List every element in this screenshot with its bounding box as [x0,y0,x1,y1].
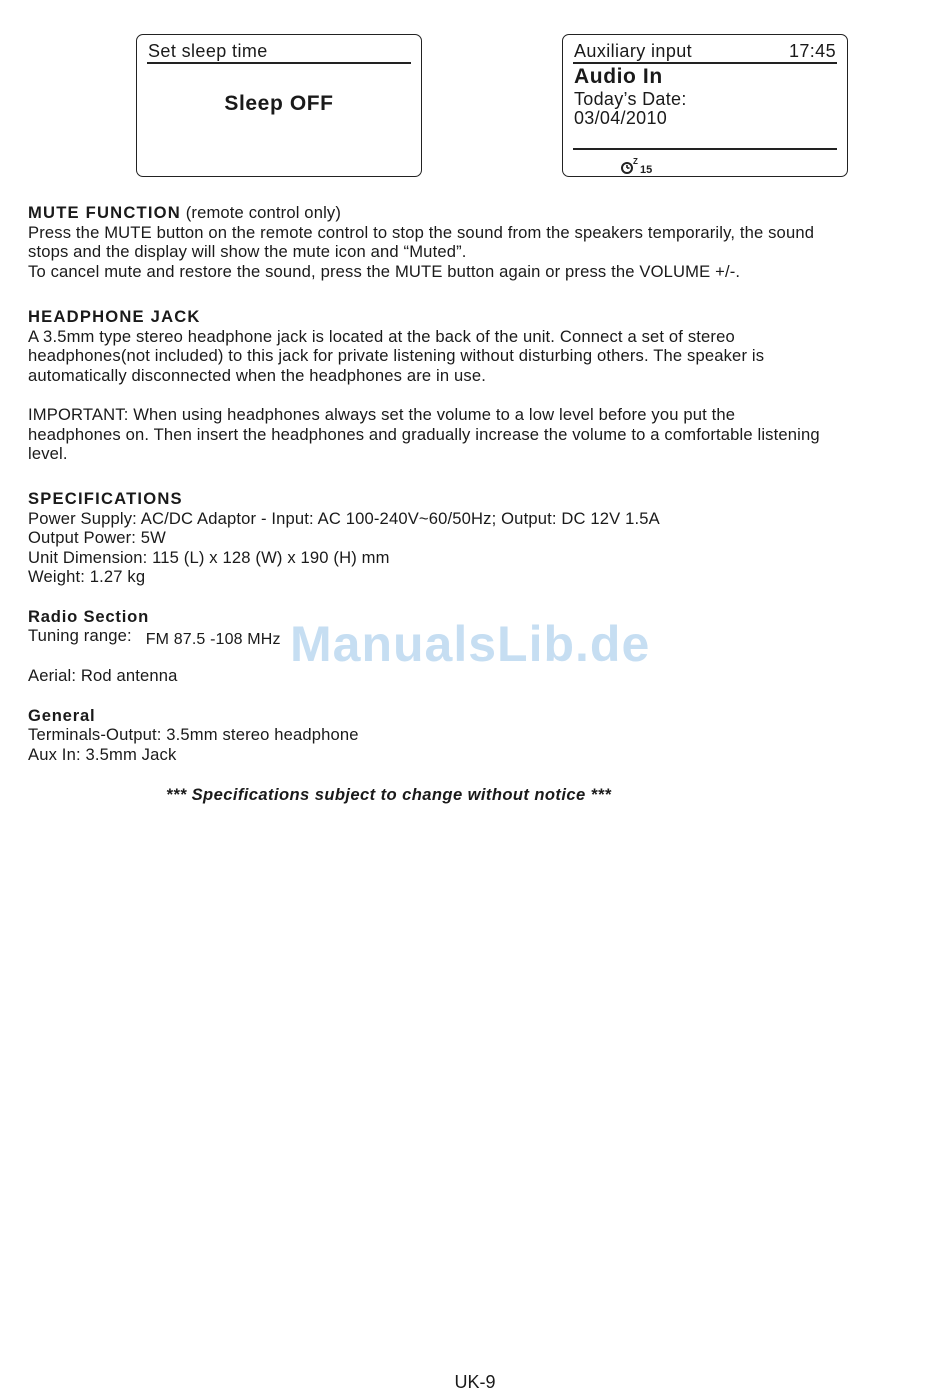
tuning-label: Tuning range: [28,626,132,646]
date-label: Today’s Date: [574,89,687,109]
display-divider [573,148,837,150]
sleep-timer-value: 15 [640,164,653,175]
mute-heading-line [28,203,928,223]
mute-section [28,203,928,281]
body-line: A 3.5mm type stereo headphone jack is located at the back of the unit. Connect a set of stereo [28,326,735,346]
watermark: ManualsLib.de [290,616,651,672]
body-line: headphones(not included) to this jack for private listening without disturbing others. The speaker is [28,346,765,366]
spec-line: Terminals-Output: 3.5mm stereo headphone [28,725,359,745]
sleep-timer-icon [620,157,660,175]
sleep-value: Sleep OFF [224,92,334,115]
mode-label: Audio In [574,65,663,88]
aux-display [562,34,848,177]
subsection-heading: General [28,705,96,725]
body-line: automatically disconnected when the headphones are in use. [28,365,486,385]
display-title: Auxiliary input [574,41,693,61]
svg-text:Z: Z [633,157,638,166]
body-line: stops and the display will show the mute icon and “Muted”. [28,242,467,262]
tuning-value: FM 87.5 -108 MHz [145,631,281,649]
heading-note: (remote control only) [180,203,342,222]
date-value: 03/04/2010 [574,108,668,128]
section-heading: HEADPHONE JACK [28,307,201,326]
spec-line: Aux In: 3.5mm Jack [28,744,177,764]
body-line: Press the MUTE button on the remote control to stop the sound from the speakers temporarily, the sound [28,222,815,242]
section-heading: MUTE FUNCTION [28,203,181,222]
display-divider [147,62,411,64]
sleep-display [136,34,422,177]
spec-line: Weight: 1.27 kg [28,567,146,587]
important-line: IMPORTANT: When using headphones always set the volume to a low level before you put the [28,404,736,424]
specifications-notice: *** Specifications subject to change without notice *** [166,785,612,804]
spec-line: Output Power: 5W [28,528,166,548]
important-line: level. [28,444,68,464]
spec-line: Power Supply: AC/DC Adaptor - Input: AC 100-240V~60/50Hz; Output: DC 12V 1.5A [28,508,660,528]
section-heading: SPECIFICATIONS [28,489,183,508]
spec-line: Aerial: Rod antenna [28,666,178,686]
display-title: Set sleep time [148,41,268,61]
spec-line: Unit Dimension: 115 (L) x 128 (W) x 190 (H) mm [28,547,390,567]
display-time: 17:45 [788,41,836,61]
body-line: To cancel mute and restore the sound, press the MUTE button again or press the VOLUME +/-. [28,261,741,281]
important-line: headphones on. Then insert the headphones and gradually increase the volume to a comfortable listening [28,424,820,444]
headphone-section [28,307,928,464]
page-number: UK-9 [454,1372,496,1392]
display-divider [573,62,837,64]
subsection-heading: Radio Section [28,606,150,626]
